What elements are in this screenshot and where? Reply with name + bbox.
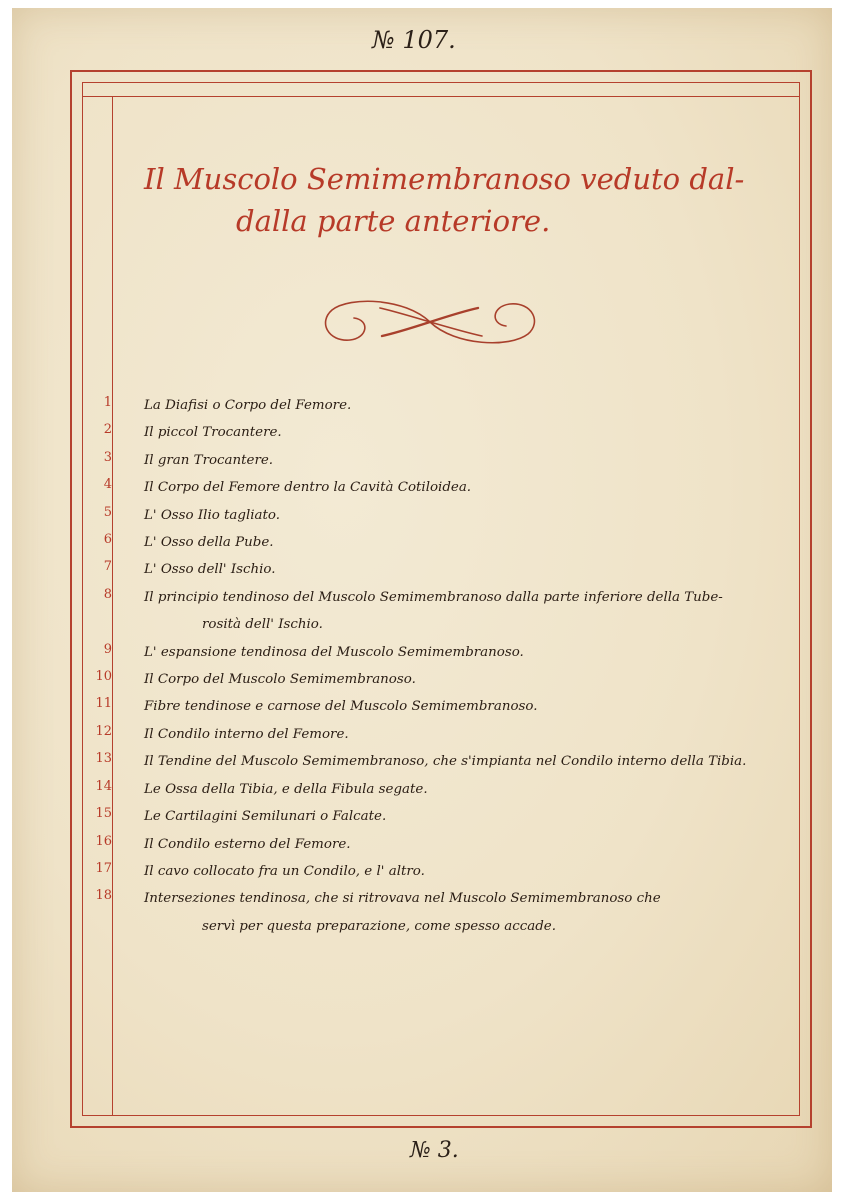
entry-number: 12 xyxy=(95,723,112,739)
legend-entry xyxy=(82,748,800,775)
entry-text: Le Ossa della Tibia, e della Fibula segate. xyxy=(144,781,428,797)
entry-text: La Diafisi o Corpo del Femore. xyxy=(144,398,352,413)
legend-entry xyxy=(82,803,800,830)
entry-number: 13 xyxy=(95,751,112,767)
entry-number: 9 xyxy=(103,641,112,657)
entry-text: L' espansione tendinosa del Muscolo Semimembranoso. xyxy=(144,644,524,660)
legend-list xyxy=(82,392,800,940)
legend-entry xyxy=(82,885,800,940)
entry-number: 1 xyxy=(103,395,112,410)
entry-number: 10 xyxy=(95,669,112,685)
legend-entry xyxy=(82,584,800,639)
top-rule-line xyxy=(82,96,800,97)
entry-text: L' Osso della Pube. xyxy=(144,535,274,551)
legend-entry xyxy=(82,639,800,666)
entry-number: 6 xyxy=(103,532,112,548)
entry-text-continuation: servì per questa preparazione, come spesso accade. xyxy=(202,918,556,934)
entry-text: Le Cartilagini Semilunari o Falcate. xyxy=(144,809,387,825)
entry-text: L' Osso Ilio tagliato. xyxy=(144,507,280,523)
entry-text: Il Condilo esterno del Femore. xyxy=(144,836,351,852)
entry-number: 2 xyxy=(103,422,112,438)
legend-entry xyxy=(82,392,800,419)
entry-text: Il Corpo del Femore dentro la Cavità Cotiloidea. xyxy=(144,480,472,496)
folio-number-top: № 107. xyxy=(372,26,456,54)
entry-text: Il cavo collocato fra un Condilo, e l' altro. xyxy=(144,863,425,879)
legend-entry xyxy=(82,502,800,529)
entry-number: 7 xyxy=(103,559,112,575)
entry-text-continuation: rosità dell' Ischio. xyxy=(202,617,323,633)
entry-text: Interseziones tendinosa, che si ritrovava nel Muscolo Semimembranoso che xyxy=(144,891,661,907)
entry-number: 3 xyxy=(103,449,112,465)
legend-entry xyxy=(82,419,800,446)
legend-entry xyxy=(82,693,800,720)
manuscript-page xyxy=(12,8,832,1192)
entry-number: 5 xyxy=(103,504,112,520)
entry-text: Il piccol Trocantere. xyxy=(144,425,282,441)
entry-number: 8 xyxy=(103,586,112,602)
legend-entry xyxy=(82,831,800,858)
entry-number: 18 xyxy=(95,888,112,904)
page-title xyxy=(144,158,784,242)
entry-number: 17 xyxy=(95,860,112,876)
legend-entry xyxy=(82,721,800,748)
entry-number: 14 xyxy=(95,778,112,794)
entry-number: 16 xyxy=(95,833,112,849)
legend-entry xyxy=(82,529,800,556)
entry-text: Fibre tendinose e carnose del Muscolo Semimembranoso. xyxy=(144,699,538,715)
legend-entry xyxy=(82,556,800,583)
title-line-1: Il Muscolo Semimembranoso veduto dal- xyxy=(144,162,745,196)
entry-number: 4 xyxy=(103,477,112,493)
calligraphic-flourish-icon xyxy=(310,290,550,354)
legend-entry xyxy=(82,474,800,501)
title-line-2: dalla parte anteriore. xyxy=(236,204,551,238)
entry-text: L' Osso dell' Ischio. xyxy=(144,562,276,578)
entry-text: Il Corpo del Muscolo Semimembranoso. xyxy=(144,672,416,688)
entry-text: Il principio tendinoso del Muscolo Semimembranoso dalla parte inferiore della Tube- xyxy=(144,589,723,605)
legend-entry xyxy=(82,776,800,803)
legend-entry xyxy=(82,858,800,885)
folio-number-bottom: № 3. xyxy=(410,1138,459,1163)
legend-entry xyxy=(82,447,800,474)
entry-number: 15 xyxy=(95,806,112,822)
entry-number: 11 xyxy=(95,696,112,712)
entry-text: Il Condilo interno del Femore. xyxy=(144,726,349,742)
legend-entry xyxy=(82,666,800,693)
entry-text: Il Tendine del Muscolo Semimembranoso, che s'impianta nel Condilo interno della Tibia. xyxy=(144,754,747,770)
entry-text: Il gran Trocantere. xyxy=(144,452,274,468)
